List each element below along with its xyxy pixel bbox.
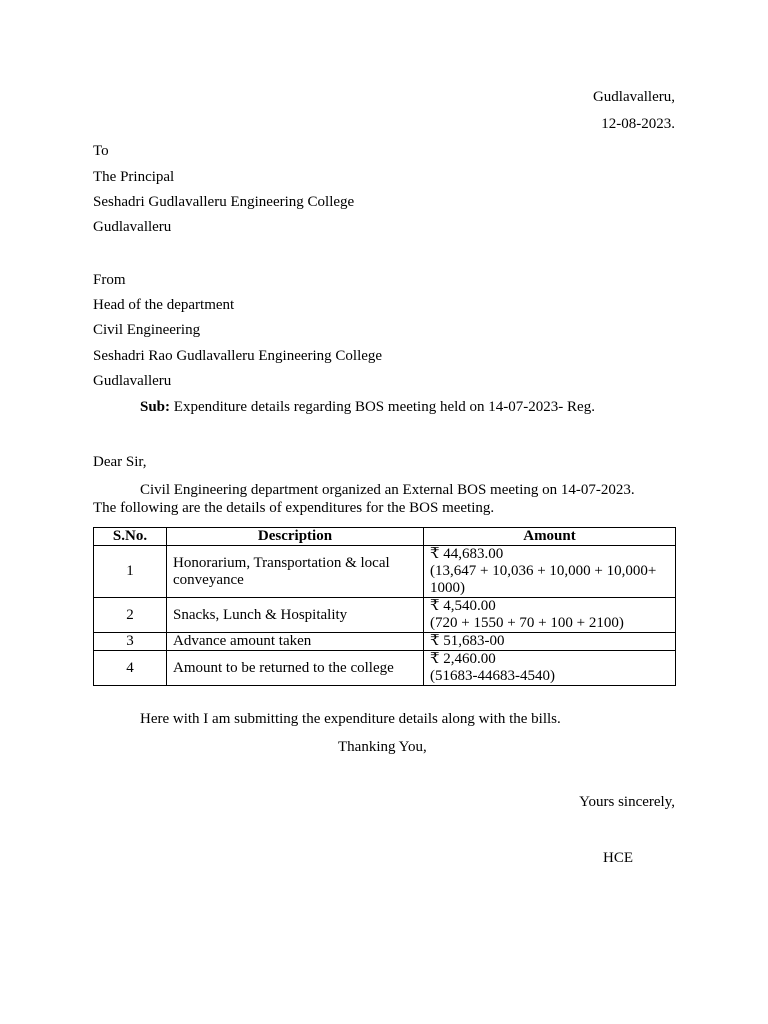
row-sno: 1 (94, 546, 167, 598)
letter-place: Gudlavalleru, (592, 89, 675, 105)
signature: HCE (603, 850, 633, 866)
submission-statement: Here with I am submitting the expenditure details along with the bills. (140, 711, 561, 727)
from-sender-title: Head of the department (93, 297, 235, 313)
header-description: Description (167, 528, 424, 546)
row-description: Amount to be returned to the college (167, 651, 424, 686)
to-recipient-title: The Principal (93, 169, 175, 185)
row-amount-calc: (51683-44683-4540) (430, 668, 555, 684)
subject-label: Sub: (140, 399, 171, 415)
letter-date: 12-08-2023. (601, 116, 675, 132)
header-sno: S.No. (94, 528, 167, 546)
body-paragraph-line2: The following are the details of expenditures for the BOS meeting. (93, 500, 495, 516)
thanks-line: Thanking You, (338, 739, 427, 755)
row-description-line: Honorarium, Transportation & local (173, 554, 390, 571)
row-description: Snacks, Lunch & Hospitality (167, 598, 424, 633)
row-amount-calc: (720 + 1550 + 70 + 100 + 2100) (430, 615, 624, 631)
salutation: Dear Sir, (93, 454, 147, 470)
from-sender-college: Seshadri Rao Gudlavalleru Engineering College (93, 348, 383, 364)
table-row (94, 546, 676, 598)
row-amount-calc: (13,647 + 10,036 + 10,000 + 10,000+ (430, 563, 657, 579)
row-description (167, 546, 424, 598)
row-amount: ₹ 51,683-00 (424, 633, 676, 651)
row-amount (424, 651, 676, 686)
sign-off: Yours sincerely, (579, 794, 675, 810)
row-sno: 4 (94, 651, 167, 686)
row-amount-calc: 1000) (430, 580, 465, 596)
row-sno: 3 (94, 633, 167, 651)
subject-line (140, 398, 595, 416)
from-sender-department: Civil Engineering (93, 322, 201, 338)
body-paragraph-line1: Civil Engineering department organized an External BOS meeting on 14-07-2023. (140, 482, 635, 498)
row-amount-value: ₹ 4,540.00 (430, 598, 496, 614)
subject-text: Expenditure details regarding BOS meeting held on 14-07-2023- Reg. (170, 399, 595, 415)
table-header-row (94, 528, 676, 546)
row-amount-value: ₹ 44,683.00 (430, 546, 504, 562)
row-amount (424, 598, 676, 633)
row-description-line: conveyance (173, 571, 244, 588)
from-label: From (93, 272, 126, 288)
table-row (94, 633, 676, 651)
row-amount-value: ₹ 2,460.00 (430, 651, 496, 667)
table-row (94, 598, 676, 633)
to-label: To (93, 143, 109, 159)
to-recipient-place: Gudlavalleru (93, 219, 172, 235)
to-recipient-college: Seshadri Gudlavalleru Engineering College (93, 194, 355, 210)
row-amount (424, 546, 676, 598)
from-sender-place: Gudlavalleru (93, 373, 172, 389)
expenditure-table (93, 527, 676, 686)
header-amount: Amount (424, 528, 676, 546)
row-description: Advance amount taken (167, 633, 424, 651)
table-row (94, 651, 676, 686)
row-sno: 2 (94, 598, 167, 633)
